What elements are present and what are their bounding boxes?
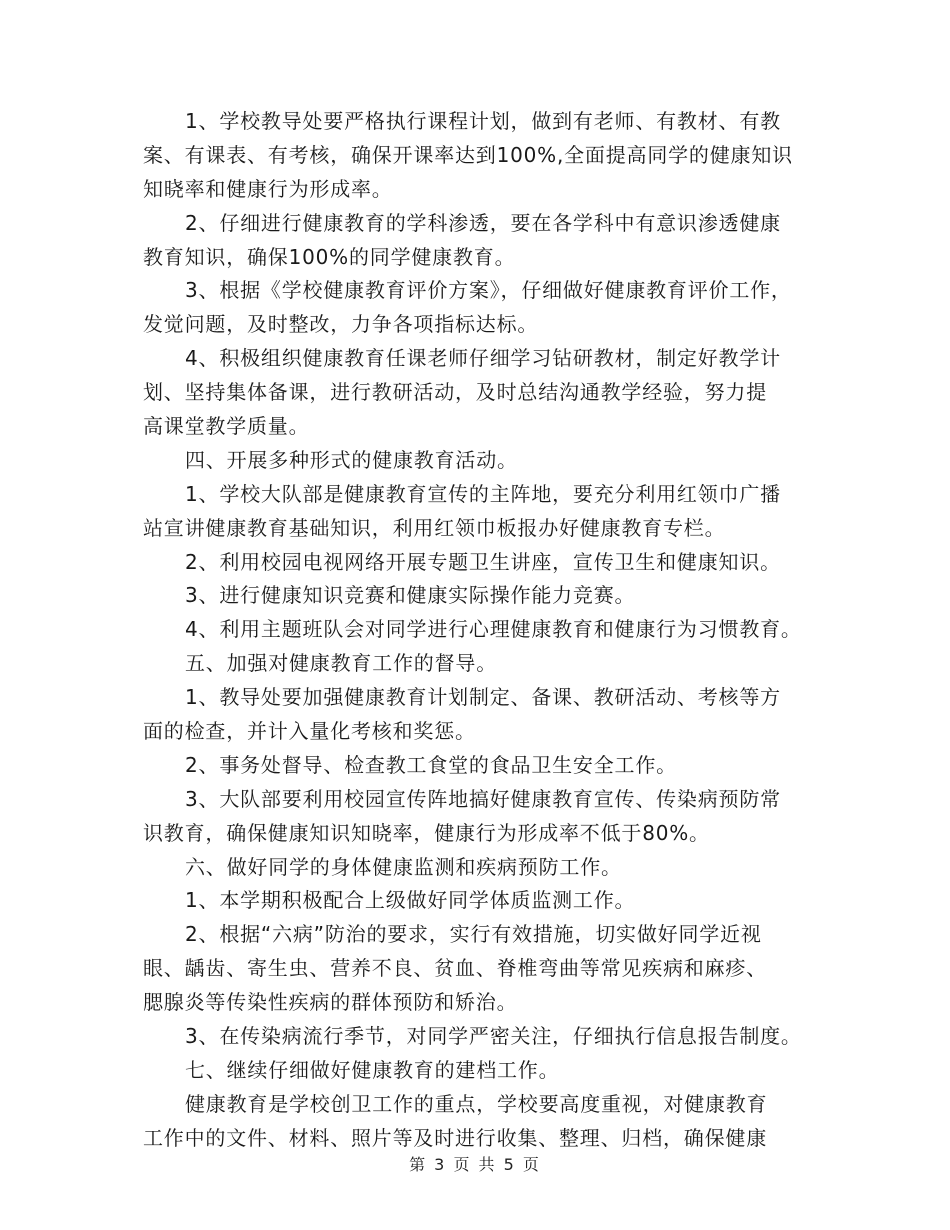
paragraph [143,884,833,918]
text-line: 知晓率和健康行为形成率。 [143,176,393,201]
page-footer: 第 3 页 共 5 页 [409,1155,541,1174]
paragraph [143,783,833,851]
paragraph [143,613,833,647]
paragraph [143,749,833,783]
text-line: 工作中的文件、材料、照片等及时进行收集、整理、归档，确保健康 [143,1125,767,1150]
text-line: 2、事务处督导、检查教工食堂的食品卫生安全工作。 [185,752,677,777]
paragraph [143,274,833,342]
text-line: 眼、龋齿、寄生虫、营养不良、贫血、脊椎弯曲等常见疾病和麻疹、 [143,956,767,981]
text-line: 发觉问题，及时整改，力争各项指标达标。 [143,312,539,337]
text-line: 3、在传染病流行季节，对同学严密关注，仔细执行信息报告制度。 [185,1024,802,1049]
paragraph [143,444,833,478]
text-line: 识教育，确保健康知识知晓率，健康行为形成率不低于80%。 [143,820,710,845]
paragraph [143,579,833,613]
paragraph [143,647,833,681]
paragraph [143,918,833,1020]
paragraph [143,1054,833,1088]
paragraph [143,851,833,885]
text-line: 腮腺炎等传染性疾病的群体预防和矫治。 [143,990,518,1015]
text-line: 七、继续仔细做好健康教育的建档工作。 [185,1057,560,1082]
text-line: 1、本学期积极配合上级做好同学体质监测工作。 [185,888,636,913]
paragraph [143,546,833,580]
paragraph [143,105,833,207]
text-line: 四、开展多种形式的健康教育活动。 [185,447,518,472]
text-line: 五、加强对健康教育工作的督导。 [185,651,497,676]
text-line: 1、教导处要加强健康教育计划制定、备课、教研活动、考核等方 [185,685,781,710]
document-body [143,105,833,1156]
paragraph [143,681,833,749]
paragraph [143,207,833,275]
text-line: 案、有课表、有考核，确保开课率达到100%,全面提高同学的健康知识 [143,142,793,167]
text-line: 2、根据“六病”防治的要求，实行有效措施，切实做好同学近视 [185,922,762,947]
paragraph [143,1020,833,1054]
text-line: 4、利用主题班队会对同学进行心理健康教育和健康行为习惯教育。 [185,617,802,642]
text-line: 4、积极组织健康教育任课老师仔细学习钻研教材，制定好教学计 [185,346,781,371]
text-line: 3、大队部要利用校园宣传阵地搞好健康教育宣传、传染病预防常 [185,786,781,811]
text-line: 1、学校教导处要严格执行课程计划，做到有老师、有教材、有教 [185,109,781,133]
text-line: 高课堂教学质量。 [143,414,310,439]
text-line: 教育知识，确保100%的同学健康教育。 [143,244,516,269]
text-line: 1、学校大队部是健康教育宣传的主阵地，要充分利用红领巾广播 [185,481,781,506]
text-line: 面的检查，并计入量化考核和奖惩。 [143,719,476,744]
text-line: 2、仔细进行健康教育的学科渗透，要在各学科中有意识渗透健康 [185,210,781,235]
text-line: 3、根据《学校健康教育评价方案》，仔细做好健康教育评价工作， [185,278,792,303]
paragraph [143,478,833,546]
text-line: 3、进行健康知识竞赛和健康实际操作能力竞赛。 [185,583,636,608]
paragraph [143,1088,833,1156]
text-line: 站宣讲健康教育基础知识，利用红领巾板报办好健康教育专栏。 [143,515,726,540]
text-line: 2、利用校园电视网络开展专题卫生讲座，宣传卫生和健康知识。 [185,549,781,574]
paragraph [143,342,833,444]
text-line: 六、做好同学的身体健康监测和疾病预防工作。 [185,854,622,879]
text-line: 划、坚持集体备课，进行教研活动，及时总结沟通教学经验，努力提 [143,380,767,405]
text-line: 健康教育是学校创卫工作的重点，学校要高度重视，对健康教育 [185,1091,768,1116]
